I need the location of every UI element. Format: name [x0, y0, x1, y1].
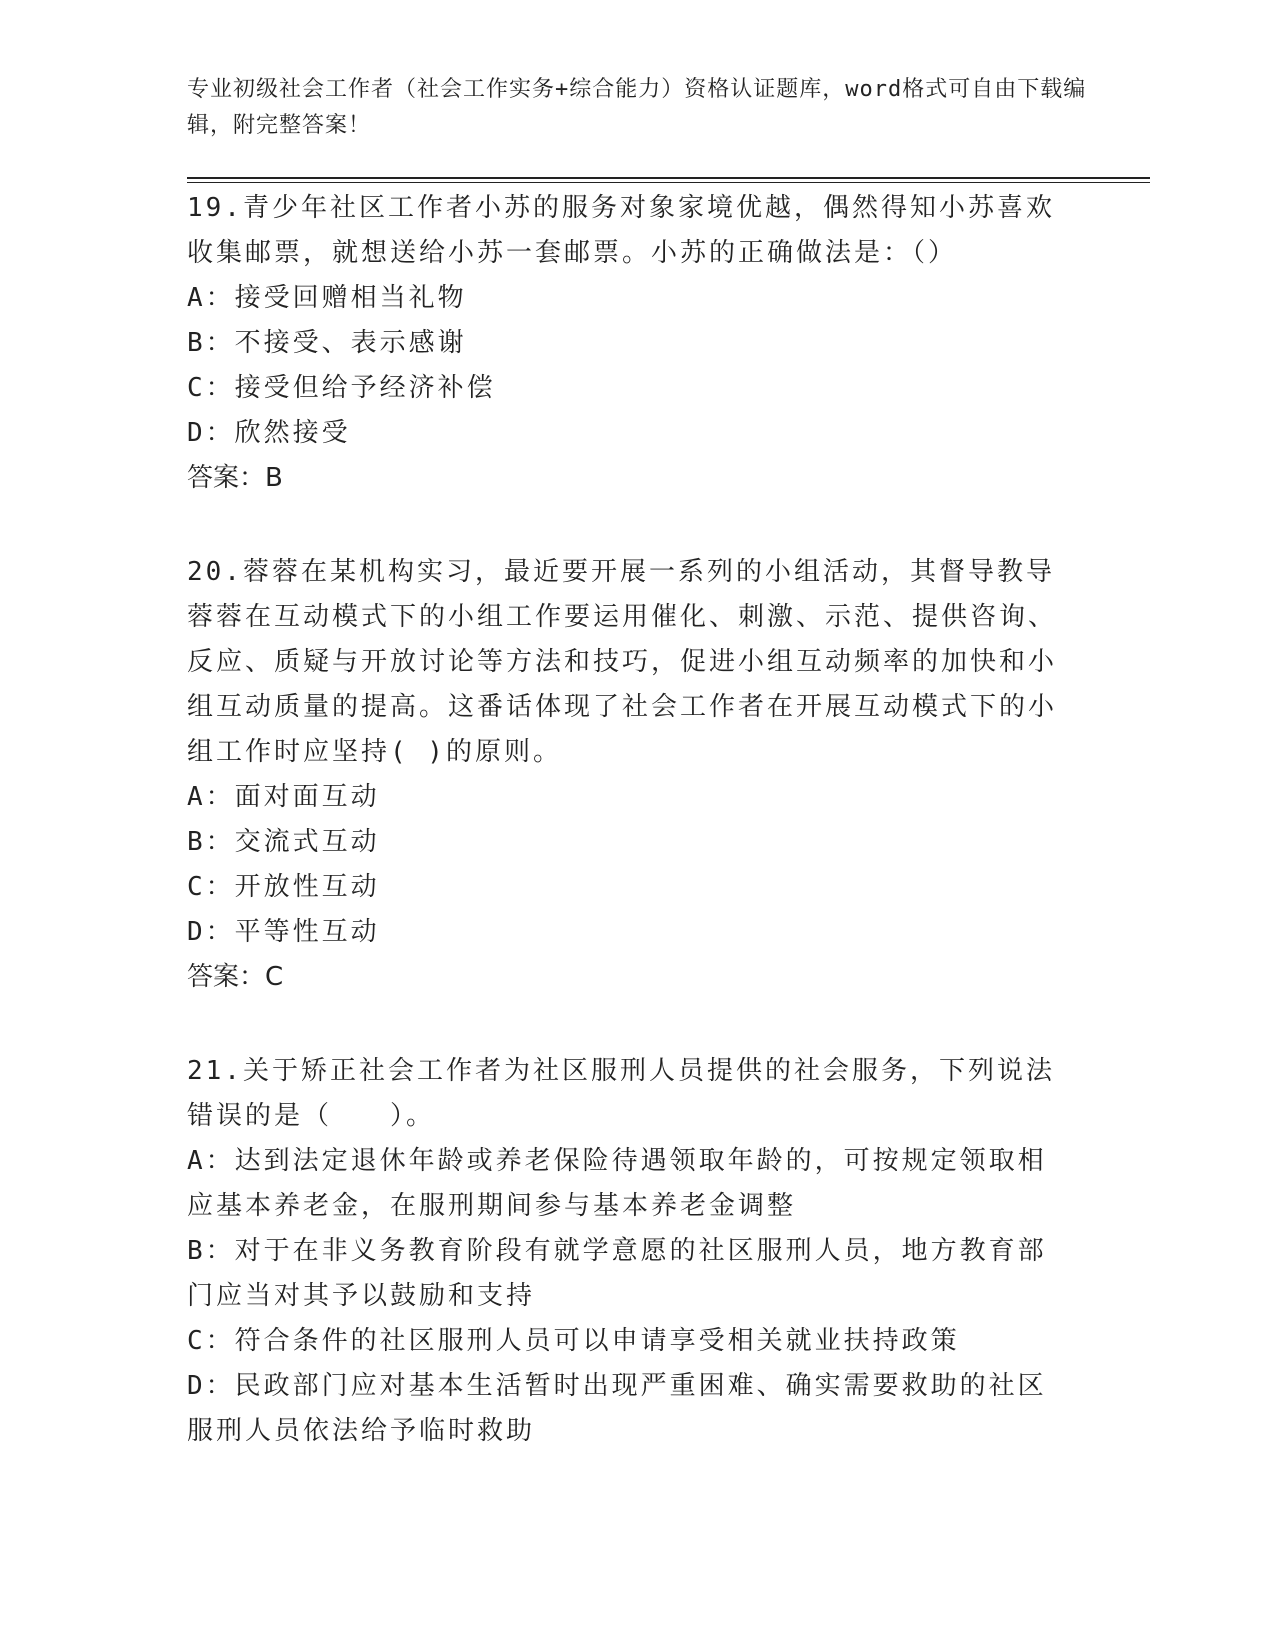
header-divider-thin [187, 182, 1150, 183]
question-21 [187, 1049, 1067, 1454]
option-a: A：达到法定退休年龄或养老保险待遇领取年龄的，可按规定领取相应基本养老金，在服刑期间参与基本养老金调整 [187, 1146, 1047, 1221]
option-c: C：开放性互动 [187, 872, 380, 902]
question-stem: 20.蓉蓉在某机构实习，最近要开展一系列的小组活动，其督导教导蓉蓉在互动模式下的小组工作要运用催化、刺激、示范、提供咨询、反应、质疑与开放讨论等方法和技巧，促进小组互动频率的加快和小组互动质量的提高。这番话体现了社会工作者在开展互动模式下的小组工作时应坚持( )的原则。 [187, 557, 1058, 767]
header-divider-thick [187, 177, 1150, 179]
question-stem: 19.青少年社区工作者小苏的服务对象家境优越，偶然得知小苏喜欢收集邮票，就想送给小苏一套邮票。小苏的正确做法是：（） [187, 193, 1055, 268]
question-20 [187, 550, 1067, 1000]
option-b: B：不接受、表示感谢 [187, 328, 467, 358]
question-19 [187, 186, 1067, 501]
question-stem: 21.关于矫正社会工作者为社区服刑人员提供的社会服务，下列说法错误的是（ ）。 [187, 1056, 1055, 1131]
option-c: C：符合条件的社区服刑人员可以申请享受相关就业扶持政策 [187, 1326, 960, 1356]
option-b: B：交流式互动 [187, 827, 380, 857]
option-a: A：面对面互动 [187, 782, 380, 812]
option-d: D：民政部门应对基本生活暂时出现严重困难、确实需要救助的社区服刑人员依法给予临时救助 [187, 1371, 1047, 1446]
option-b: B：对于在非义务教育阶段有就学意愿的社区服刑人员，地方教育部门应当对其予以鼓励和支持 [187, 1236, 1047, 1311]
option-d: D：欣然接受 [187, 418, 351, 448]
option-c: C：接受但给予经济补偿 [187, 373, 496, 403]
option-a: A：接受回赠相当礼物 [187, 283, 467, 313]
answer-line: 答案：C [187, 962, 284, 992]
option-d: D：平等性互动 [187, 917, 380, 947]
document-header: 专业初级社会工作者（社会工作实务+综合能力）资格认证题库，word格式可自由下载编辑，附完整答案！ [187, 77, 1087, 138]
answer-line: 答案：B [187, 463, 283, 493]
